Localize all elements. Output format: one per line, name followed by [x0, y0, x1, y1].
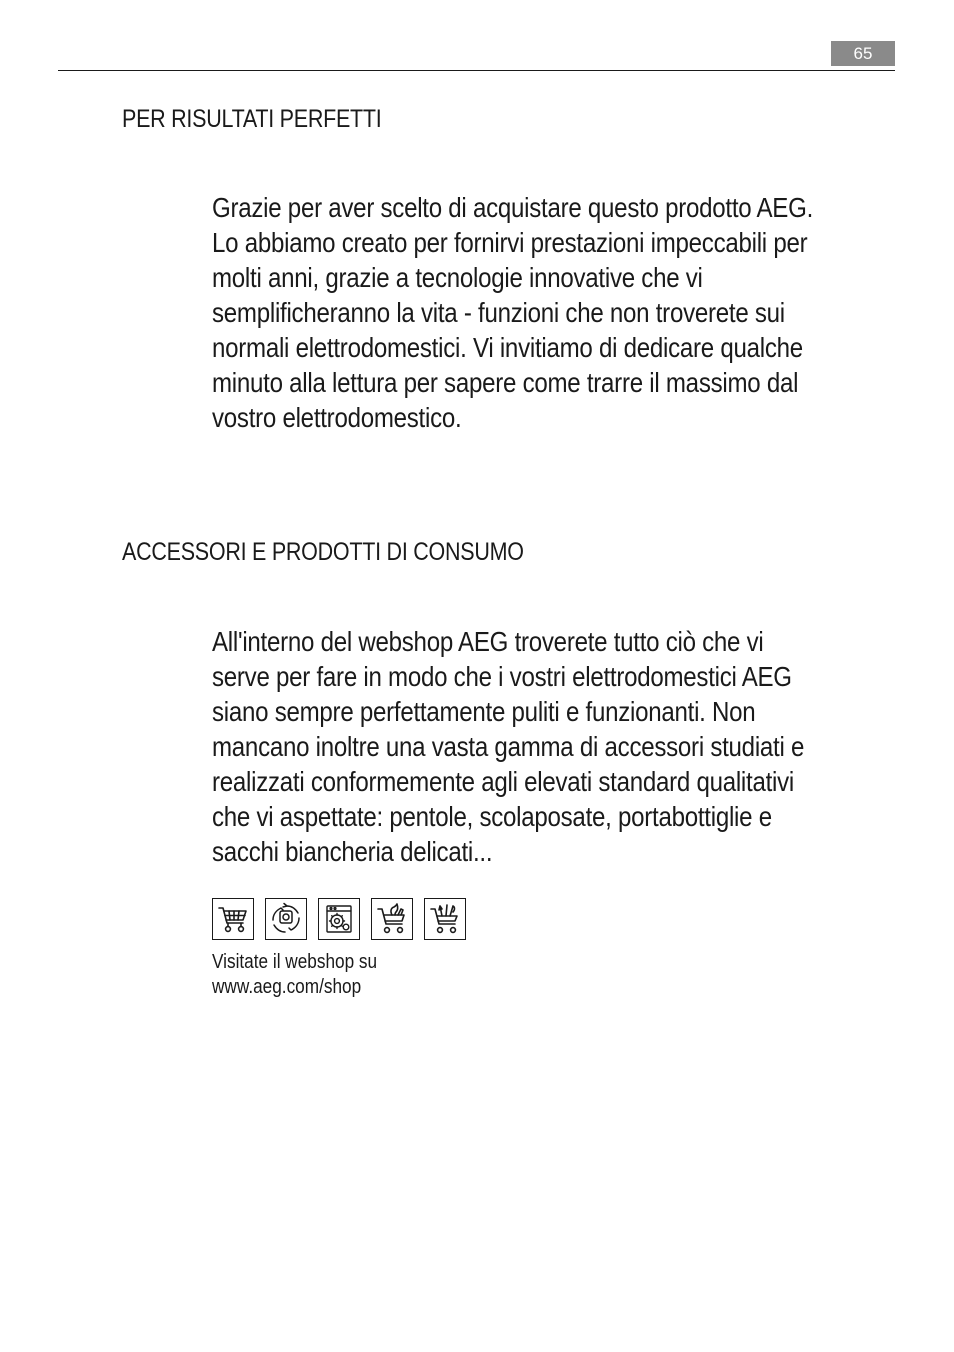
section-heading-results: PER RISULTATI PERFETTI — [122, 105, 382, 133]
appliance-gear-icon — [318, 898, 360, 940]
section-body-accessories: All'interno del webshop AEG troverete tutto ciò che vi serve per fare in modo che i vostri elettrodomestici AEG siano sempre perfettamente puliti e funzionanti. Non mancano inoltre una vasta gamma di accessori studiati e realizzati conformemente agli elevati standard qualitativi che vi aspettate: pentole, scolaposate, portabottiglie e sacchi biancheria delicati... — [212, 626, 805, 867]
hand-care-icon — [265, 898, 307, 940]
webshop-caption-text: Visitate il webshop su — [212, 951, 378, 973]
cart-utensils-icon — [424, 898, 466, 940]
webshop-caption — [212, 950, 556, 1000]
header-rule — [58, 70, 895, 71]
section-heading-accessories: ACCESSORI E PRODOTTI DI CONSUMO — [122, 538, 524, 566]
shopping-cart-icon — [212, 898, 254, 940]
webshop-url[interactable]: www.aeg.com/shop — [212, 976, 362, 998]
section-body-results: Grazie per aver scelto di acquistare questo prodotto AEG. Lo abbiamo creato per fornirvi prestazioni impeccabili per molti anni, grazie a tecnologie innovative che vi semplificheranno la vita - funzioni che non troverete sui normali elettrodomestici. Vi invitiamo di dedicare qualche minuto alla lettura per sapere come trarre il massimo dal vostro elettrodomestico. — [212, 192, 814, 433]
webshop-icon-row — [212, 898, 466, 940]
page-number: 65 — [831, 41, 895, 66]
cart-bottle-icon — [371, 898, 413, 940]
